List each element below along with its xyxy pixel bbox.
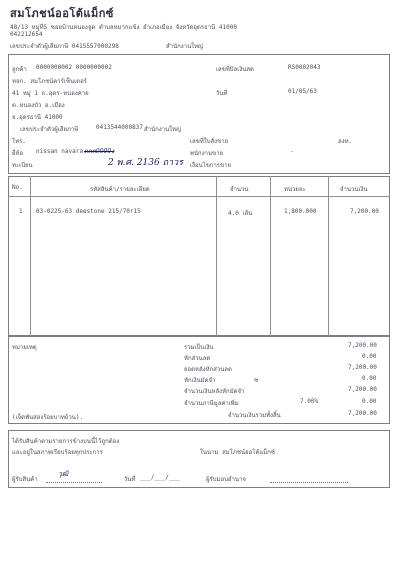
summary-value-0: 7,200.00 (348, 342, 377, 349)
customer-address-2: ต.หนองบัว อ.เมือง (12, 102, 65, 109)
summary-label-0: รวมเป็นเงิน (184, 344, 214, 351)
customer-branch: สำนักงานใหญ่ (144, 126, 182, 133)
received-line-2: และอยู่ในสภาพเรียบร้อยทุกประการ (12, 449, 103, 456)
company-sign: ในนาม สมโภชน์ออโต้แม็กซ์ (200, 449, 275, 456)
row-no: 1 (19, 208, 23, 215)
customer-code-label: ลูกค้า (12, 66, 27, 73)
footer-date-label: วันที่ (124, 476, 136, 483)
summary-value-4: 7,200.00 (348, 386, 377, 393)
company-address: 48/13 หมู่ที่5 ซอยบ้านหนองจูด ตำบลหมากแข้ง อำเภอเมือง จังหวัดอุดรธานี 41000 (10, 24, 237, 31)
date-label: วันที่ (216, 90, 228, 97)
receiver-label: ผู้รับสินค้า (12, 476, 38, 483)
receiver-signature: วุฒิ (58, 470, 69, 478)
customer-tax-id-label: เลขประจำตัวผู้เสียภาษี (20, 126, 79, 133)
summary-label-4: จำนวนเงินหลังหักมัดจำ (184, 388, 245, 395)
handwritten-note: 2 พ.ศ. 2136 ถาวร (108, 158, 183, 168)
receiver-line (46, 482, 102, 483)
vat-rate: 7.00% (300, 398, 319, 405)
footer-date-blank: ___/___/___ (140, 474, 180, 481)
sales-label: พนักงานขาย (190, 150, 224, 157)
summary-value-5: 0.00 (362, 398, 377, 405)
summary-value-6: 7,200.00 (348, 410, 377, 417)
summary-value-2: 7,200.00 (348, 364, 377, 371)
row-desc: 03-0225-63 deestone 215/70r15 (36, 208, 141, 215)
row-price: 1,800.000 (284, 208, 317, 215)
received-line-1: ได้รับสินค้าตามรายการข้างบนนี้ไว้ถูกต้อง (12, 438, 120, 445)
bill-no-label: เลขที่บิลเงินสด (216, 66, 254, 73)
amount-in-words: (เจ็ดพันสองร้อยบาทถ้วน). (12, 414, 84, 421)
summary-label-6: จำนวนเงินรวมทั้งสิ้น (228, 412, 281, 419)
order-label: เลขที่ใบสั่งขาย (190, 138, 229, 145)
car-value: nissan navara- (36, 148, 87, 155)
row-qty: 4.0 เส้น (228, 210, 253, 217)
summary-label-1: หักส่วนลด (184, 355, 211, 362)
company-phone: 042212654 (10, 31, 43, 38)
col-amount: จำนวนเงิน (340, 186, 368, 193)
row-amount: 7,200.00 (350, 208, 379, 215)
col-desc: รหัสสินค้า/รายละเอียด (90, 186, 150, 193)
bill-no-value: RS0002043 (288, 64, 321, 71)
company-tax-id: เลขประจำตัวผู้เสียภาษี 0415557000298 (10, 43, 119, 50)
col-price: หน่วยละ (284, 186, 306, 193)
sales-value: - (290, 148, 294, 155)
summary-label-2: ยอดหลังหักส่วนลด (184, 366, 232, 373)
customer-code-value: 0000000002 0000000002 (36, 64, 112, 71)
ref-label: ลงท. (338, 138, 353, 145)
customer-address-1: 41 หมู่ 1 ถ.อุดร-หนองคาย (12, 90, 89, 97)
col-no: No. (12, 184, 23, 191)
summary-label-5: จำนวนภาษีมูลค่าเพิ่ม (184, 400, 239, 407)
summary-label-3: หักเงินมัดจำ (184, 377, 216, 384)
authorizer-line (270, 482, 348, 483)
remark-label: หมายเหตุ (12, 344, 37, 351)
company-branch: สำนักงานใหญ่ (166, 43, 204, 50)
table-header-divider (8, 196, 390, 197)
customer-address-3: จ.อุดรธานี 41000 (12, 114, 63, 121)
customer-phone-label: โทร. (12, 138, 27, 145)
term-label: เงื่อนไขการขาย (190, 162, 232, 169)
company-name: สมโภชน์ออโต้แม็กซ์ (10, 7, 114, 20)
customer-tax-id-value: 0413544000837 (96, 124, 143, 131)
date-value: 01/05/63 (288, 88, 317, 95)
customer-name: หจก. สมโภชน์คาร์เซ็นเตอร์ (12, 78, 87, 85)
car-handwritten: ดคค0000ง (84, 148, 115, 155)
items-table (8, 176, 390, 336)
deposit-suffix: ซ (254, 377, 259, 384)
authorizer-label: ผู้รับมอบอำนาจ (206, 476, 246, 483)
car-label: ยี่ห้อ (12, 150, 24, 157)
summary-value-3: 0.00 (362, 375, 377, 382)
summary-value-1: 0.00 (362, 353, 377, 360)
col-qty: จำนวน (230, 186, 249, 193)
plate-label: ทะเบียน (12, 162, 33, 169)
